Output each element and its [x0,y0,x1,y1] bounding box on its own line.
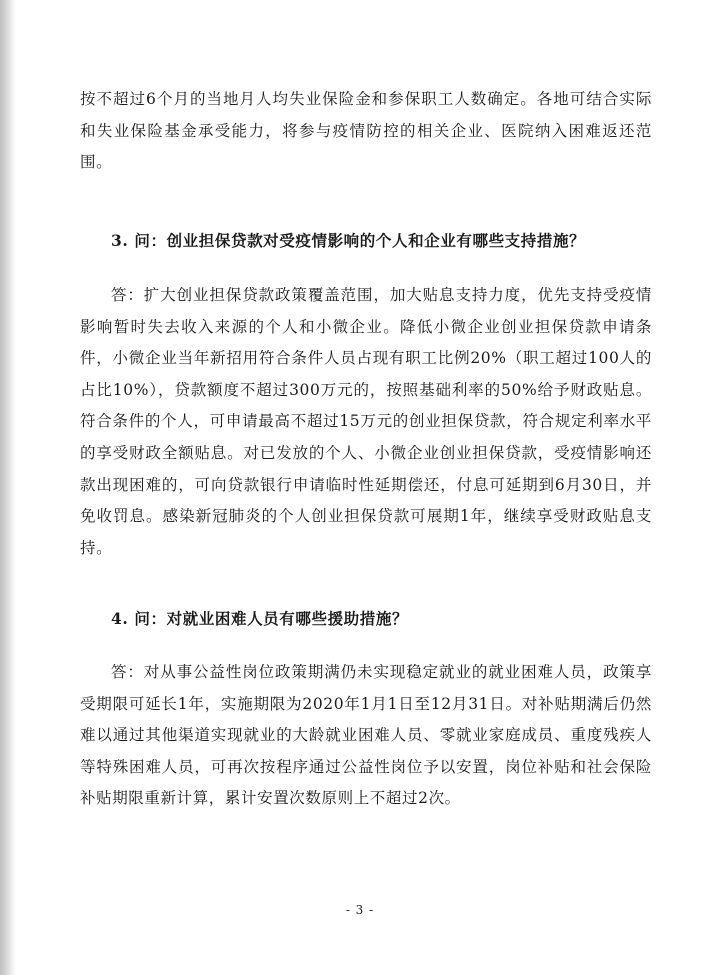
question-3-heading: 3. 问：创业担保贷款对受疫情影响的个人和企业有哪些支持措施？ [111,231,586,250]
question-4-heading: 4. 问：对就业困难人员有哪些援助措施？ [111,609,409,628]
question-3-answer: 答：扩大创业担保贷款政策覆盖范围，加大贴息支持力度，优先支持受疫情影响暂时失去收入来源的个人和小微企业。降低小微企业创业担保贷款申请条件，小微企业当年新招用符合条件人员占现有职工比例20%（职工超过100人的占比10%），贷款额度不超过300万元的，按照基础利率的50%给予财政贴息。符合条件的个人，可申请最高不超过15万元的创业担保贷款，符合规定利率水平的享受财政全额贴息。对已发放的个人、小微企业创业担保贷款，受疫情影响还款出现困难的，可向贷款银行申请临时性延期偿还，付息可延期到6月30日，并免收罚息。感染新冠肺炎的个人创业担保贷款可展期1年，继续享受财政贴息支持。 [80,286,652,557]
page-number: - 3 - [345,903,375,917]
intro-paragraph: 按不超过6个月的当地月人均失业保险金和参保职工人数确定。各地可结合实际和失业保险基金承受能力，将参与疫情防控的相关企业、医院纳入困难返还范围。 [80,90,652,172]
question-4-answer: 答：对从事公益性岗位政策期满仍未实现稳定就业的就业困难人员，政策享受期限可延长1年，实施期限为2020年1月1日至12月31日。对补贴期满后仍然难以通过其他渠道实现就业的大龄就业困难人员、零就业家庭成员、重度残疾人等特殊困难人员，可再次按程序通过公益性岗位予以安置，岗位补贴和社会保险补贴期限重新计算，累计安置次数原则上不超过2次。 [80,663,652,808]
